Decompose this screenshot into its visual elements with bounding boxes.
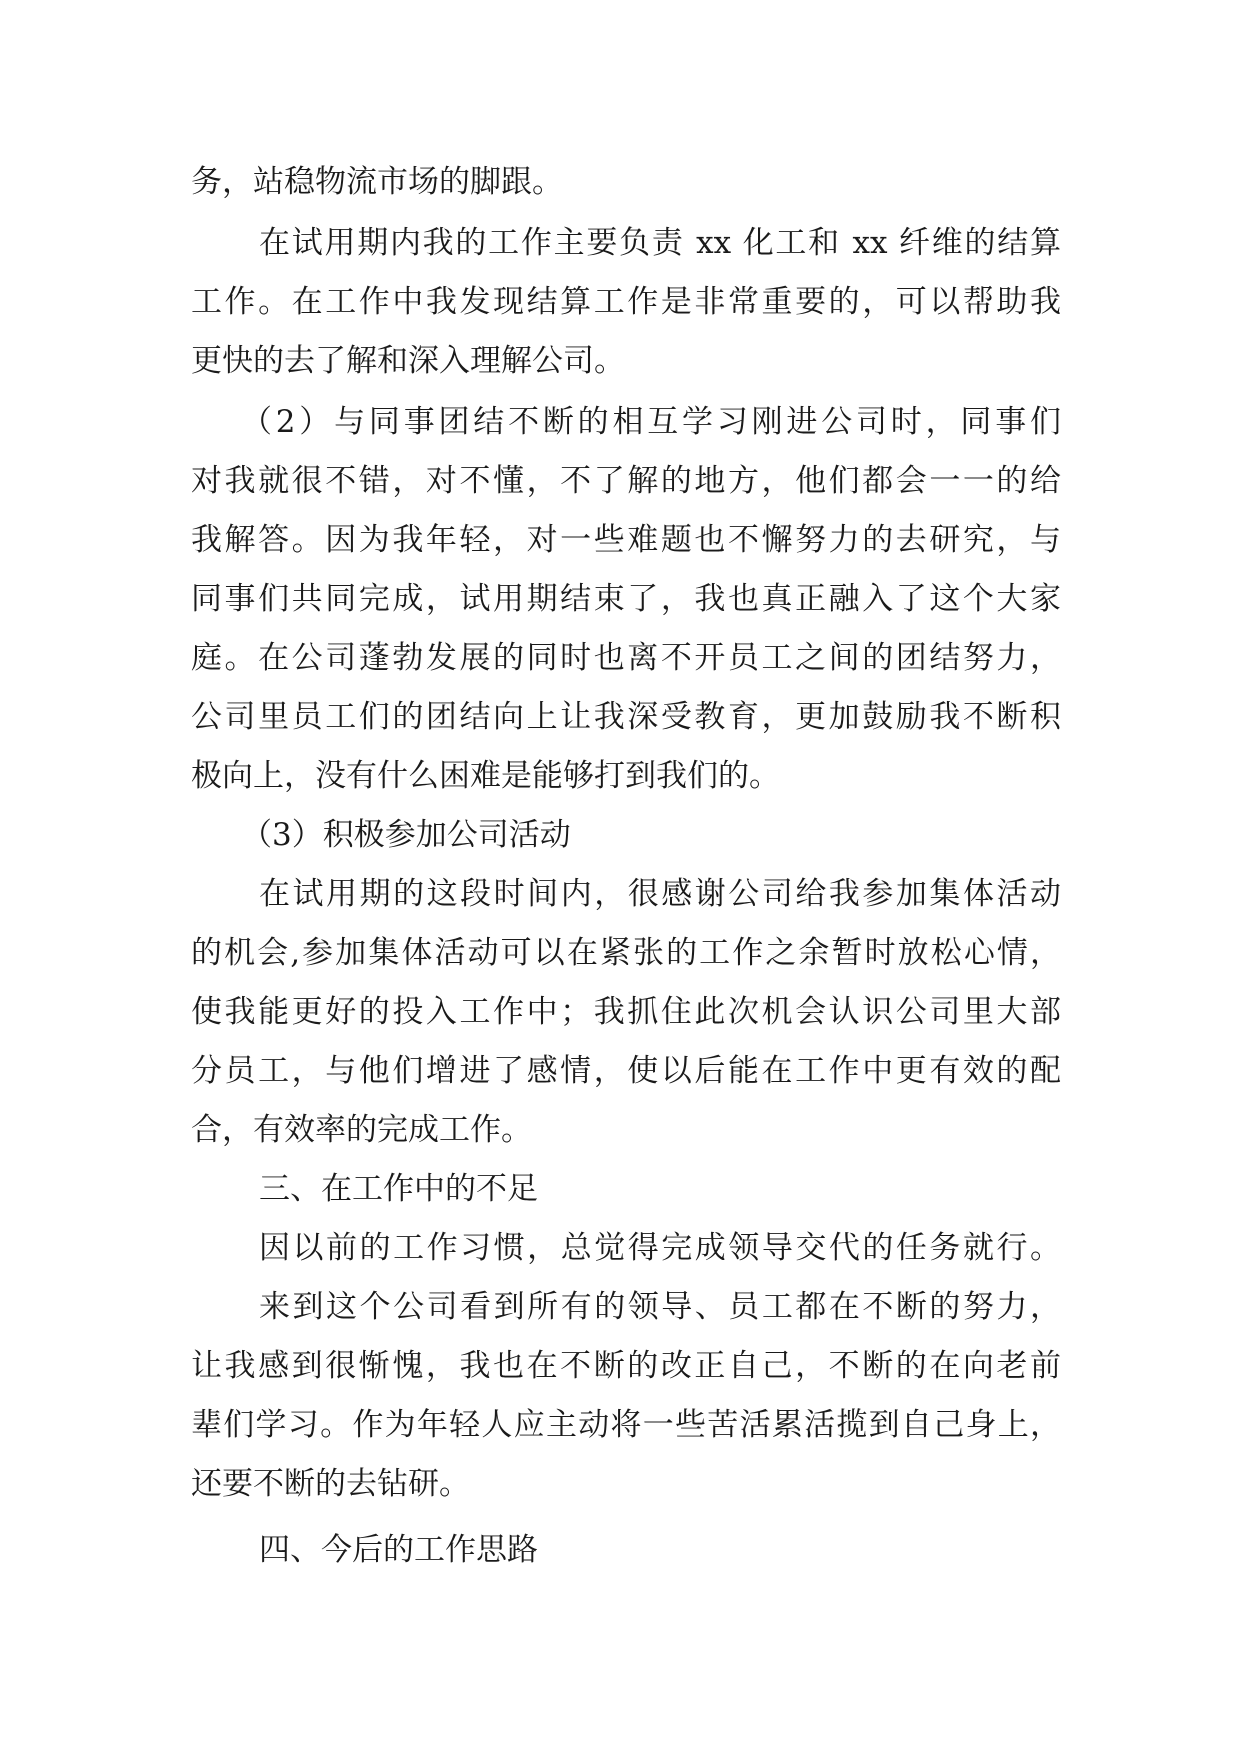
text-line: 庭。在公司蓬勃发展的同时也离不开员工之间的团结努力， xyxy=(191,640,1061,676)
text-line: 让我感到很惭愧，我也在不断的改正自己，不断的在向老前 xyxy=(191,1348,1061,1384)
subheading: （3）积极参加公司活动 xyxy=(241,817,571,853)
text-line: 我解答。因为我年轻，对一些难题也不懈努力的去研究，与 xyxy=(191,522,1061,558)
text-line: 公司里员工们的团结向上让我深受教育，更加鼓励我不断积 xyxy=(191,699,1061,735)
text-line: 还要不断的去钻研。 xyxy=(191,1466,470,1502)
section-heading: 三、在工作中的不足 xyxy=(259,1171,538,1207)
text-line: 对我就很不错，对不懂，不了解的地方，他们都会一一的给 xyxy=(191,463,1061,499)
section-heading: 四、今后的工作思路 xyxy=(259,1532,538,1568)
paragraph-first-line: 在试用期的这段时间内，很感谢公司给我参加集体活动 xyxy=(259,876,1061,912)
text-line: 工作。在工作中我发现结算工作是非常重要的，可以帮助我 xyxy=(191,284,1061,320)
paragraph-first-line: 来到这个公司看到所有的领导、员工都在不断的努力， xyxy=(259,1289,1061,1325)
text-line: 同事们共同完成，试用期结束了，我也真正融入了这个大家 xyxy=(191,581,1061,617)
text-line: 更快的去了解和深入理解公司。 xyxy=(191,343,625,379)
text-line: 使我能更好的投入工作中；我抓住此次机会认识公司里大部 xyxy=(191,994,1061,1030)
text-line: 合，有效率的完成工作。 xyxy=(191,1112,532,1148)
paragraph-first-line: 因以前的工作习惯，总觉得完成领导交代的任务就行。 xyxy=(259,1230,1061,1266)
subheading-paragraph-line: （2）与同事团结不断的相互学习刚进公司时，同事们 xyxy=(241,404,1061,440)
text-line: 务，站稳物流市场的脚跟。 xyxy=(191,164,563,200)
text-line: 的机会,参加集体活动可以在紧张的工作之余暂时放松心情， xyxy=(191,935,1061,971)
paragraph-first-line: 在试用期内我的工作主要负责 xx 化工和 xx 纤维的结算 xyxy=(259,225,1061,261)
text-line: 辈们学习。作为年轻人应主动将一些苦活累活揽到自己身上， xyxy=(191,1407,1061,1443)
text-line: 分员工，与他们增进了感情，使以后能在工作中更有效的配 xyxy=(191,1053,1061,1089)
text-line: 极向上，没有什么困难是能够打到我们的。 xyxy=(191,758,780,794)
body-text xyxy=(191,153,1061,1580)
